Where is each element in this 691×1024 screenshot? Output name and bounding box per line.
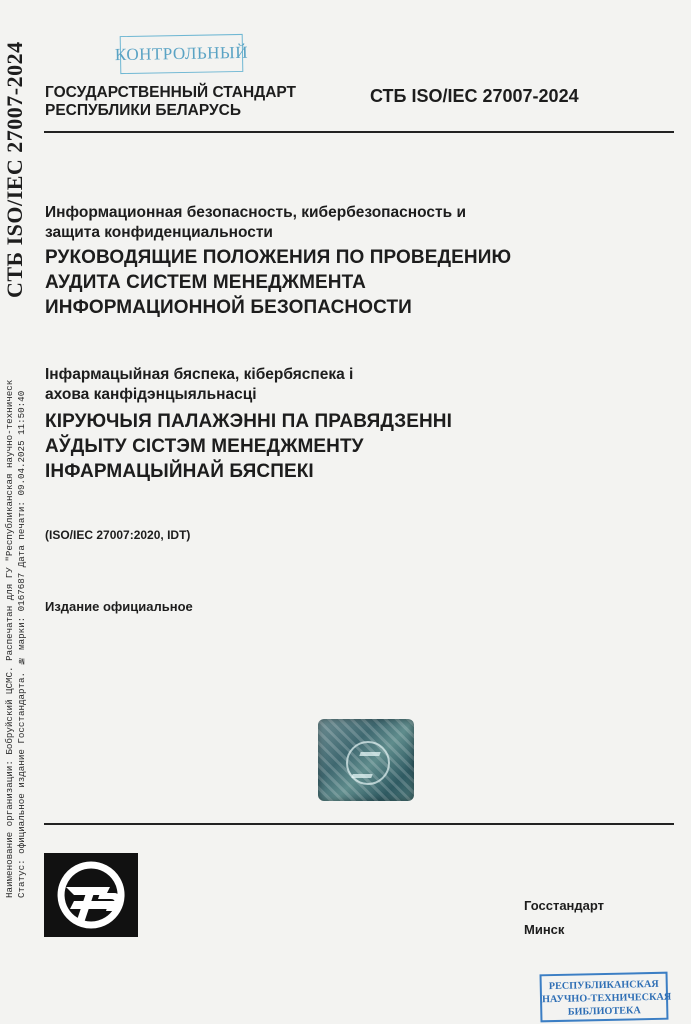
library-stamp-line-3: БИБЛИОТЕКА	[567, 1005, 641, 1018]
belarusian-title-line-3: ІНФАРМАЦЫЙНАЙ БЯСПЕКІ	[45, 461, 314, 482]
footer-divider	[44, 823, 674, 825]
russian-title-line-3: ИНФОРМАЦИОННОЙ БЕЗОПАСНОСТИ	[45, 297, 412, 318]
library-stamp-line-1: РЕСПУБЛИКАНСКАЯ	[548, 978, 659, 993]
belarusian-subtitle	[45, 365, 353, 405]
standard-type	[45, 84, 296, 120]
hologram-emblem-icon	[346, 741, 390, 785]
russian-title-line-1: РУКОВОДЯЩИЕ ПОЛОЖЕНИЯ ПО ПРОВЕДЕНИЮ	[45, 247, 512, 268]
publisher-city: Минск	[524, 922, 565, 937]
standard-code: СТБ ISO/IEC 27007-2024	[370, 86, 579, 106]
belarusian-title-line-2: АЎДЫТУ СІСТЭМ МЕНЕДЖМЕНТУ	[45, 436, 364, 457]
stb-logo-icon	[44, 853, 138, 937]
russian-title	[45, 245, 511, 320]
standard-type-line-1: ГОСУДАРСТВЕННЫЙ СТАНДАРТ	[45, 84, 297, 101]
russian-title-line-2: АУДИТА СИСТЕМ МЕНЕДЖМЕНТА	[45, 272, 366, 293]
header-divider	[44, 131, 674, 133]
iso-reference: (ISO/IEC 27007:2020, IDT)	[45, 528, 191, 542]
belarusian-title	[45, 409, 452, 484]
belarusian-subtitle-line-1: Інфармацыйная бяспека, кібербяспека і	[45, 366, 354, 383]
russian-subtitle-line-1: Информационная безопасность, кибербезопасность и	[45, 204, 466, 221]
russian-subtitle	[45, 203, 466, 243]
spine-meta-line-1: Наименование организации: Бобруйский ЦСМС. Распечатан для ГУ "Республиканская научно-техническ	[4, 379, 15, 898]
stb-logo-graphic	[44, 853, 138, 937]
library-stamp-line-2: НАУЧНО-ТЕХНИЧЕСКАЯ	[541, 991, 672, 1006]
standard-type-line-2: РЕСПУБЛИКИ БЕЛАРУСЬ	[45, 102, 241, 119]
control-stamp: КОНТРОЛЬНЫЙ	[120, 34, 244, 74]
spine-meta-line-2: Статус: официальное издание Госстандарта. № марки: 0167687 Дата печати: 09.04.2025 11:50:40	[16, 390, 27, 898]
spine-standard-code: СТБ ISO/IEC 27007-2024	[2, 41, 27, 299]
spine-print-metadata	[4, 318, 36, 898]
edition-label: Издание официальное	[45, 599, 193, 614]
hologram-sticker-icon	[318, 719, 414, 801]
library-stamp	[540, 972, 672, 1023]
belarusian-subtitle-line-2: ахова канфідэнцыяльнасці	[45, 386, 257, 403]
belarusian-title-line-1: КІРУЮЧЫЯ ПАЛАЖЭННІ ПА ПРАВЯДЗЕННІ	[45, 411, 453, 432]
publisher-name: Госстандарт	[524, 898, 605, 913]
russian-subtitle-line-2: защита конфиденциальности	[45, 224, 273, 241]
